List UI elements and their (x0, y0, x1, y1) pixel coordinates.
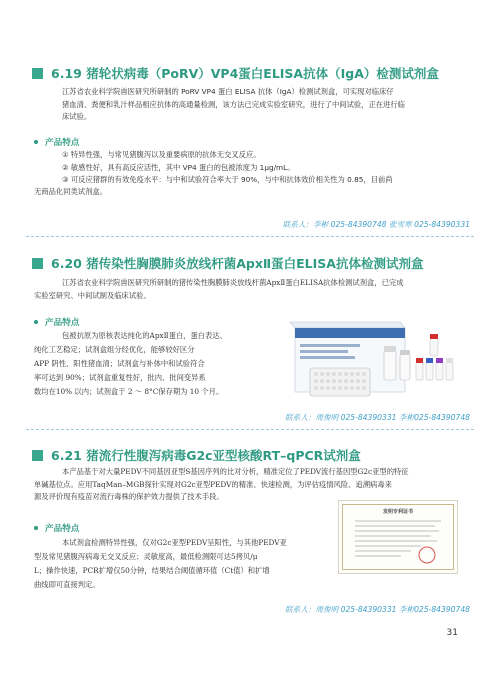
section-divider (26, 429, 474, 430)
section-621-intro (34, 466, 474, 504)
bullet-dot-icon (34, 526, 38, 530)
intro-line: 本产品基于对大量PEDV不同基因亚型S基因序列的比对分析，精准定位了PEDV流行基因型G2c亚型的特征 (62, 467, 409, 476)
section-621-contact: 联系人：周俊明 025-84390331 李彬025-84390748 (285, 605, 470, 614)
feature-line: 无商品化同类试剂盒。 (34, 187, 107, 196)
feature-line: ① 特异性强，与常见猪腹泻以及重要病原的抗体无交叉反应。 (62, 150, 261, 159)
feature-line: 纯化工艺稳定；试剂盒组分经优化，能够较好区分 (34, 345, 195, 354)
section-619-intro (62, 86, 462, 124)
intro-line: 猪血清、粪便和乳汁样品相应抗体的高通量检测，该方法已完成实验室研究，进行了中间试验，正在进行临 (62, 99, 405, 109)
feature-line: 型及常见猪腹泻病毒无交叉反应；灵敏度高，最低检测限可达5拷贝/μ (34, 552, 258, 561)
feature-line: 包被抗原为原核表达纯化的ApxⅡ蛋白，蛋白表达、 (62, 331, 227, 340)
bullet-dot-icon (34, 140, 38, 144)
section-621-features (34, 536, 324, 592)
intro-line: 单碱基位点。应用TaqMan–MGB探针实现对G2c亚型PEDV的精准、快速检测，为评估疫情风险、追溯病毒来 (34, 479, 392, 489)
feature-line: APP 阴性、阳性猪血清；试剂盒与补体中和试验符合 (34, 359, 205, 368)
bullet-dot-icon (34, 320, 38, 324)
certificate-text-lines (351, 517, 445, 567)
feature-line: 曲线即可直接判定。 (34, 580, 100, 589)
feature-line: L；操作快速，PCR扩增仅50分钟，结果结合阈值循环值（Ct值）和扩增 (34, 566, 270, 575)
feature-line: ③ 可反应猪群的有效免疫水平：与中和试验符合率大于 90%，与中和抗体效价相关性为 0.85，目前尚 (62, 175, 393, 184)
features-label: 产品特点 (45, 318, 80, 328)
section-619-title: 6.19 猪轮状病毒（PoRV）VP4蛋白ELISA抗体（IgA）检测试剂盒 (51, 66, 439, 81)
section-621-title: 6.21 猪流行性腹泻病毒G2c亚型核酸RT–qPCR试剂盒 (51, 448, 361, 463)
section-619-features-cont (34, 186, 434, 199)
features-label: 产品特点 (45, 138, 80, 148)
intro-line: 江苏省农业科学院兽医研究所研制的猪传染性胸膜肺炎放线杆菌ApxⅡ蛋白ELISA抗体检测试剂盒，已完成 (62, 278, 404, 287)
section-divider (26, 236, 474, 237)
feature-line: ② 敏感性好，具有高反应活性，其中 VP4 蛋白的包被浓度为 1μg/mL。 (62, 162, 295, 172)
section-620-heading (32, 254, 423, 272)
patent-certificate-image (338, 500, 458, 574)
section-square-icon (32, 68, 43, 79)
section-620-contact: 联系人：周俊明 025-84390331 李彬025-84390748 (285, 413, 470, 422)
page-number: 31 (446, 628, 458, 638)
intro-line: 实验室研究、中间试制及临床试验。 (34, 291, 151, 300)
section-619-heading (32, 64, 439, 82)
feature-line: 率可达到 90%；试剂盒重复性好，批内、批间变异系 (34, 373, 206, 382)
section-620-features (34, 329, 274, 399)
certificate-title: 发明专利证书 (382, 509, 413, 515)
section-620-intro-cont (34, 290, 434, 303)
section-square-icon (32, 450, 43, 461)
section-619-contact: 联系人：李彬 025-84390748 张雪寒 025-84390331 (282, 220, 470, 229)
section-621-heading (32, 446, 361, 464)
features-label: 产品特点 (45, 524, 80, 534)
intro-line: 江苏省农业科学院兽医研究所研制的 PoRV VP4 蛋白 ELISA 抗体（IgA）检测试剂盒，可实现对临床仔 (62, 87, 394, 96)
section-620-title: 6.20 猪传染性胸膜肺炎放线杆菌ApxⅡ蛋白ELISA抗体检测试剂盒 (51, 256, 424, 271)
intro-line: 源及评价现有疫苗对流行毒株的保护效力提供了技术手段。 (34, 492, 224, 501)
section-620-features-heading (34, 316, 79, 328)
section-621-features-heading (34, 522, 79, 534)
section-620-intro (62, 277, 462, 290)
intro-line: 床试验。 (62, 112, 92, 121)
section-square-icon (32, 258, 43, 269)
section-619-features (62, 149, 472, 187)
elisa-kit-product-photo (280, 310, 460, 410)
feature-line: 本试剂盒检测特异性强，仅对G2c亚型PEDV呈阳性，与其他PEDV亚 (62, 538, 287, 547)
feature-line: 数均在10% 以内；试剂盒于 2 ～ 8°C保存期为 10 个月。 (34, 387, 224, 396)
section-619-features-heading (34, 136, 79, 148)
